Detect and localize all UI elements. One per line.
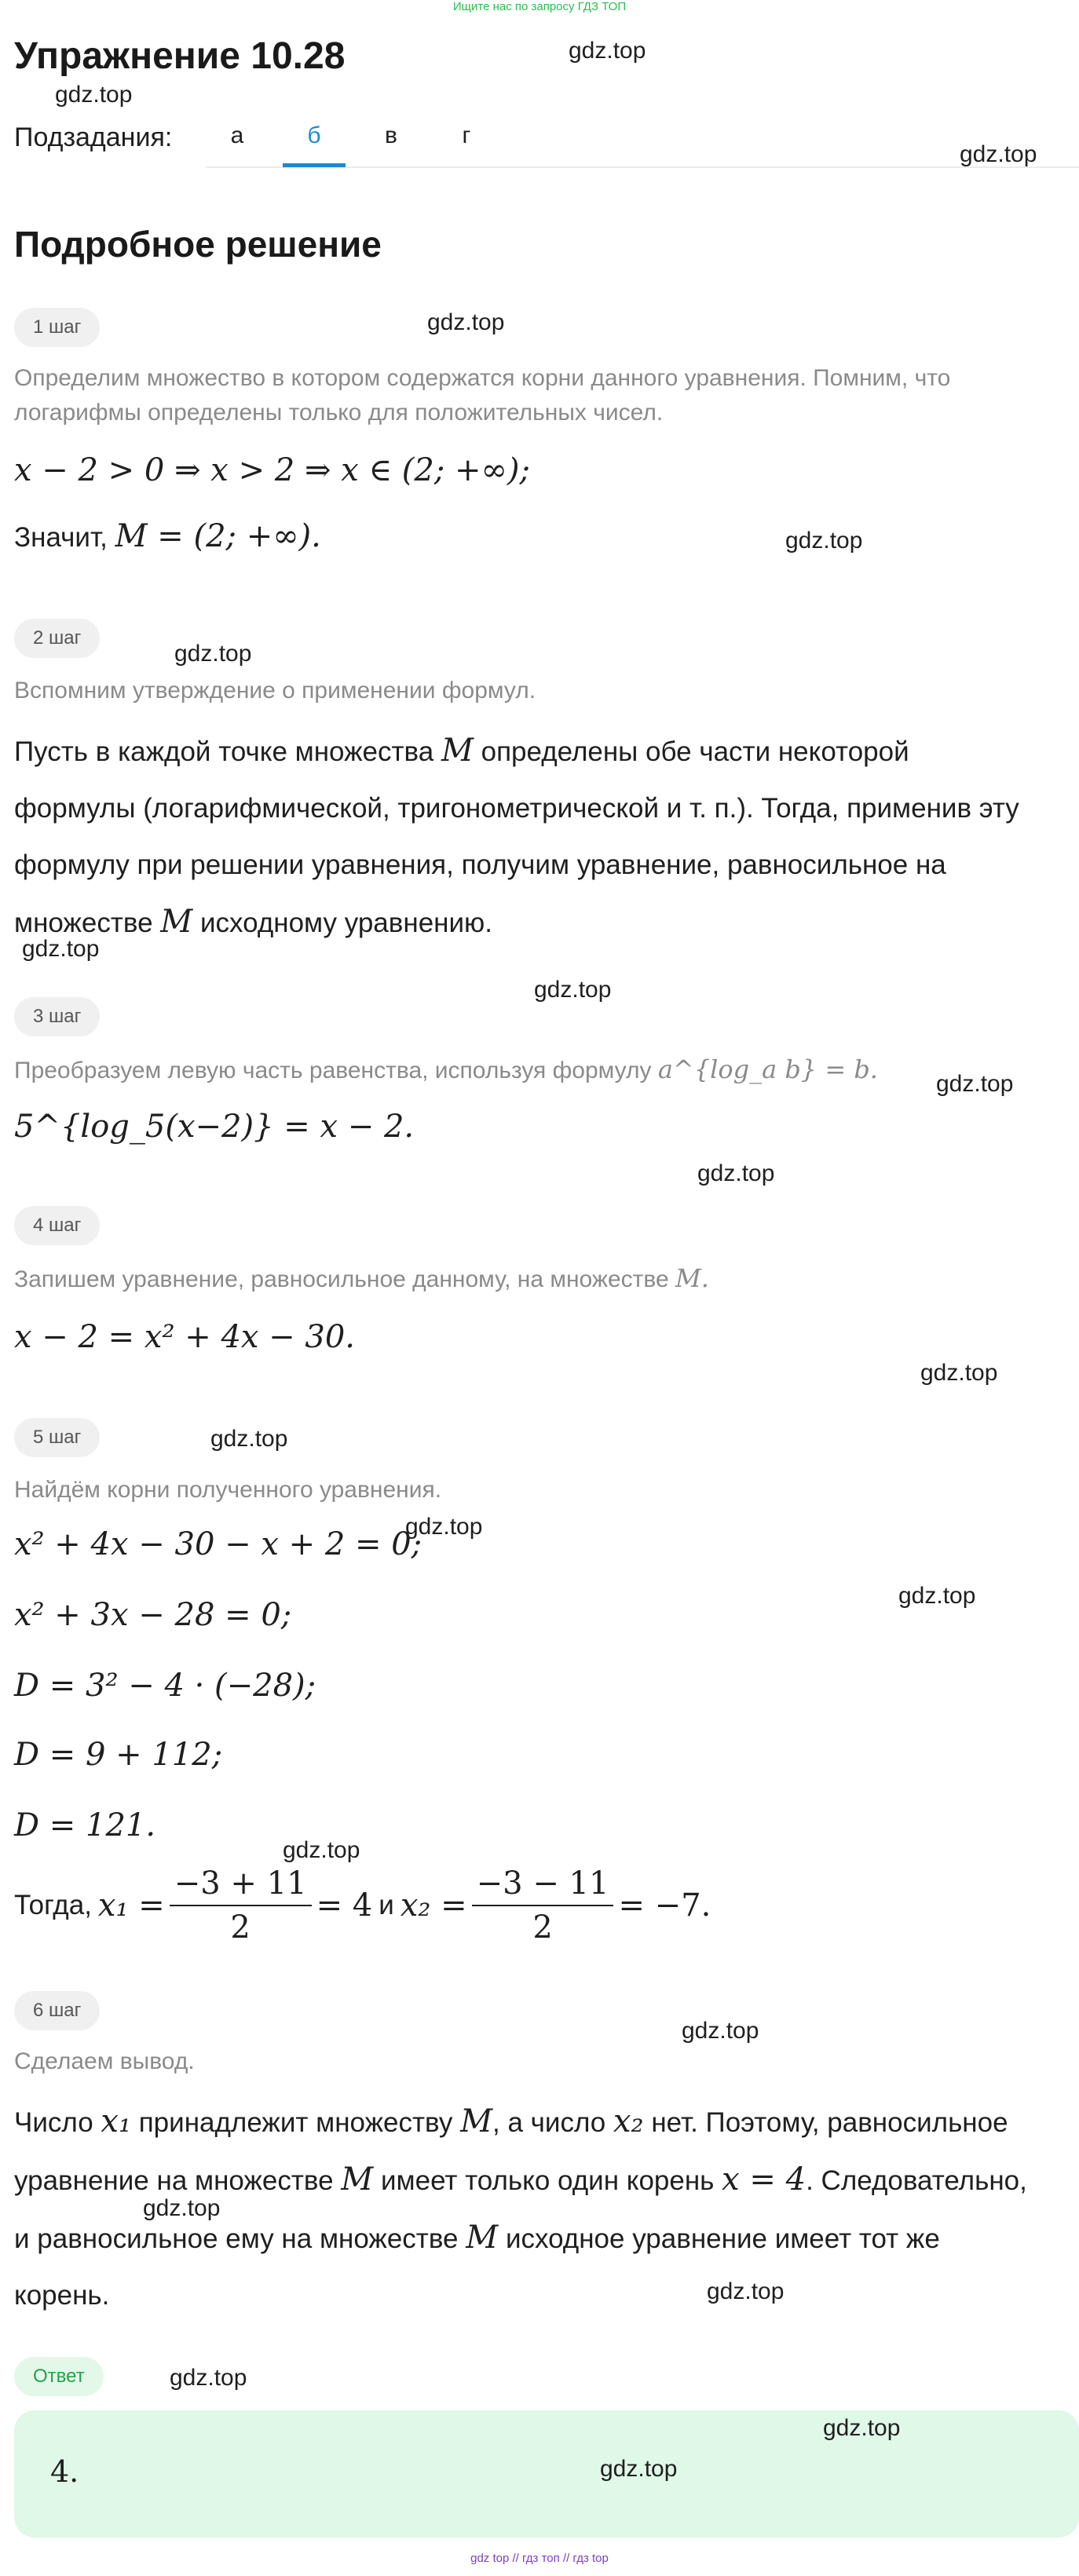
watermark: gdz.top: [174, 641, 252, 667]
s6-x: x = 4: [722, 2161, 807, 2198]
s6-l4: корень.: [14, 2280, 110, 2311]
watermark: gdz.top: [898, 1583, 976, 1609]
x2-numerator: −3 − 11: [472, 1865, 614, 1906]
step-4-hint-m: M.: [675, 1263, 709, 1293]
step-3-hint: [14, 1052, 878, 1088]
tab-a[interactable]: а: [230, 122, 244, 148]
s6-l1a: Число: [14, 2107, 93, 2138]
step-3-hint-prefix: Преобразуем левую часть равенства, используя формулу: [14, 1058, 652, 1083]
s6-l2c: . Следовательно,: [806, 2165, 1027, 2196]
step-5-formula-4: D = 9 + 112;: [14, 1737, 223, 1773]
watermark: gdz.top: [785, 528, 863, 554]
step-5-formula-5: D = 121.: [14, 1807, 156, 1843]
tab-g[interactable]: г: [462, 122, 471, 148]
x1-label: x₁ =: [97, 1887, 165, 1924]
step-1-label: 1 шаг: [14, 308, 100, 347]
step-3-label: 3 шаг: [14, 997, 100, 1036]
step-2-m: M: [441, 733, 474, 769]
step-4-label: 4 шаг: [14, 1206, 100, 1245]
watermark: gdz.top: [920, 1360, 998, 1386]
x2-fraction: [472, 1865, 614, 1946]
step-1-conclusion-math: M = (2; +∞).: [115, 518, 321, 554]
step-2-line2: формулы (логарифмической, тригонометрической и т. п.). Тогда, применив эту: [14, 793, 1019, 824]
step-2-text-b: определены обе части некоторой: [481, 736, 909, 767]
step-5-formula-2: x² + 3x − 28 = 0;: [14, 1597, 292, 1633]
s6-l1d: нет. Поэтому, равносильное: [651, 2107, 1008, 2138]
watermark: gdz.top: [936, 1071, 1014, 1097]
step-2-hint: Вспомним утверждение о применении формул.: [14, 678, 536, 703]
s6-l2b: имеет только один корень: [381, 2165, 715, 2196]
watermark: gdz.top: [170, 2365, 247, 2391]
x1-fraction: [170, 1865, 312, 1946]
s6-l3a: и равносильное ему на множестве: [14, 2223, 459, 2254]
active-tab-indicator: [283, 163, 346, 167]
subtasks-label: Подзадания:: [14, 122, 173, 152]
answer-label: Ответ: [14, 2357, 104, 2396]
step-1-conclusion-prefix: Значит,: [14, 522, 108, 553]
s6-x1: x₁: [101, 2103, 131, 2139]
step-5-formula-1: x² + 4x − 30 − x + 2 = 0;: [14, 1526, 422, 1562]
and-word: и: [379, 1890, 394, 1920]
s6-l1b: принадлежит множеству: [138, 2107, 453, 2138]
watermark: gdz.top: [22, 936, 100, 962]
footer: gdz top // гдз топ // гдз top: [470, 2552, 609, 2565]
watermark: gdz.top: [697, 1160, 775, 1186]
step-6-label: 6 шаг: [14, 1991, 100, 2030]
watermark: gdz.top: [534, 977, 612, 1003]
step-1-conclusion: [14, 518, 321, 554]
tab-b[interactable]: б: [307, 122, 321, 148]
step-2-line3: формулу при решении уравнения, получим уравнение, равносильное на: [14, 850, 946, 880]
step-2-line4-prefix: множестве: [14, 908, 153, 938]
step-1-hint-line1: Определим множество в котором содержатся корни данного уравнения. Помним, что: [14, 365, 951, 391]
step-2-text: [14, 722, 1066, 952]
s6-m2: M: [341, 2161, 374, 2198]
watermark: gdz.top: [823, 2415, 901, 2441]
x1-value: = 4: [316, 1887, 373, 1924]
step-1-formula: x − 2 > 0 ⇒ x > 2 ⇒ x ∈ (2; +∞);: [14, 452, 530, 488]
s6-l1c: , а число: [492, 2107, 606, 2138]
step-2-line4-suffix: исходному уравнению.: [199, 908, 493, 938]
s6-m1: M: [460, 2103, 493, 2139]
s6-m3: M: [466, 2220, 499, 2256]
step-2-label: 2 шаг: [14, 619, 100, 658]
watermark: gdz.top: [682, 2018, 759, 2044]
watermark: gdz.top: [405, 1514, 483, 1540]
x1-denominator: 2: [230, 1909, 251, 1946]
step-5-hint: Найдём корни полученного уравнения.: [14, 1477, 442, 1503]
x2-label: x₂ =: [400, 1887, 467, 1924]
page-title: Упражнение 10.28: [14, 35, 346, 77]
watermark: gdz.top: [600, 2456, 678, 2482]
tab-v[interactable]: в: [385, 122, 397, 148]
watermark: gdz.top: [55, 82, 133, 108]
answer-value: 4.: [50, 2454, 79, 2489]
top-hint: Ищите нас по запросу ГДЗ ТОП: [452, 0, 627, 13]
step-1-hint-line2: логарифмы определены только для положительных чисел.: [14, 400, 664, 426]
step-6-hint: Сделаем вывод.: [14, 2048, 195, 2074]
watermark: gdz.top: [569, 38, 646, 64]
x1-numerator: −3 + 11: [170, 1865, 312, 1906]
step-3-hint-formula: a^{log_a b} = b.: [657, 1054, 878, 1084]
watermark: gdz.top: [427, 309, 505, 335]
step-5-formula-3: D = 3² − 4 · (−28);: [14, 1668, 316, 1704]
x2-denominator: 2: [532, 1909, 553, 1946]
s6-l3b: исходное уравнение имеет тот же: [505, 2223, 940, 2254]
watermark: gdz.top: [143, 2195, 221, 2221]
watermark: gdz.top: [960, 141, 1037, 167]
s6-x2: x₂: [613, 2103, 644, 2139]
step-5-label: 5 шаг: [14, 1418, 100, 1457]
step-5-roots-prefix: Тогда,: [14, 1890, 92, 1920]
step-2-text-a: Пусть в каждой точке множества: [14, 736, 434, 767]
step-3-formula: 5^{log_5(x−2)} = x − 2.: [14, 1109, 415, 1145]
section-title: Подробное решение: [14, 224, 382, 265]
step-4-hint: [14, 1261, 709, 1297]
watermark: gdz.top: [283, 1837, 360, 1863]
step-4-hint-prefix: Запишем уравнение, равносильное данному, на множестве: [14, 1266, 669, 1292]
step-2-m-2: M: [160, 904, 193, 940]
x2-value: = −7.: [618, 1887, 711, 1924]
watermark: gdz.top: [707, 2278, 785, 2304]
s6-l2a: уравнение на множестве: [14, 2165, 334, 2196]
watermark: gdz.top: [210, 1426, 288, 1452]
answer-box: [14, 2410, 1079, 2538]
step-5-roots: [14, 1865, 711, 1946]
step-4-formula: x − 2 = x² + 4x − 30.: [14, 1319, 356, 1355]
